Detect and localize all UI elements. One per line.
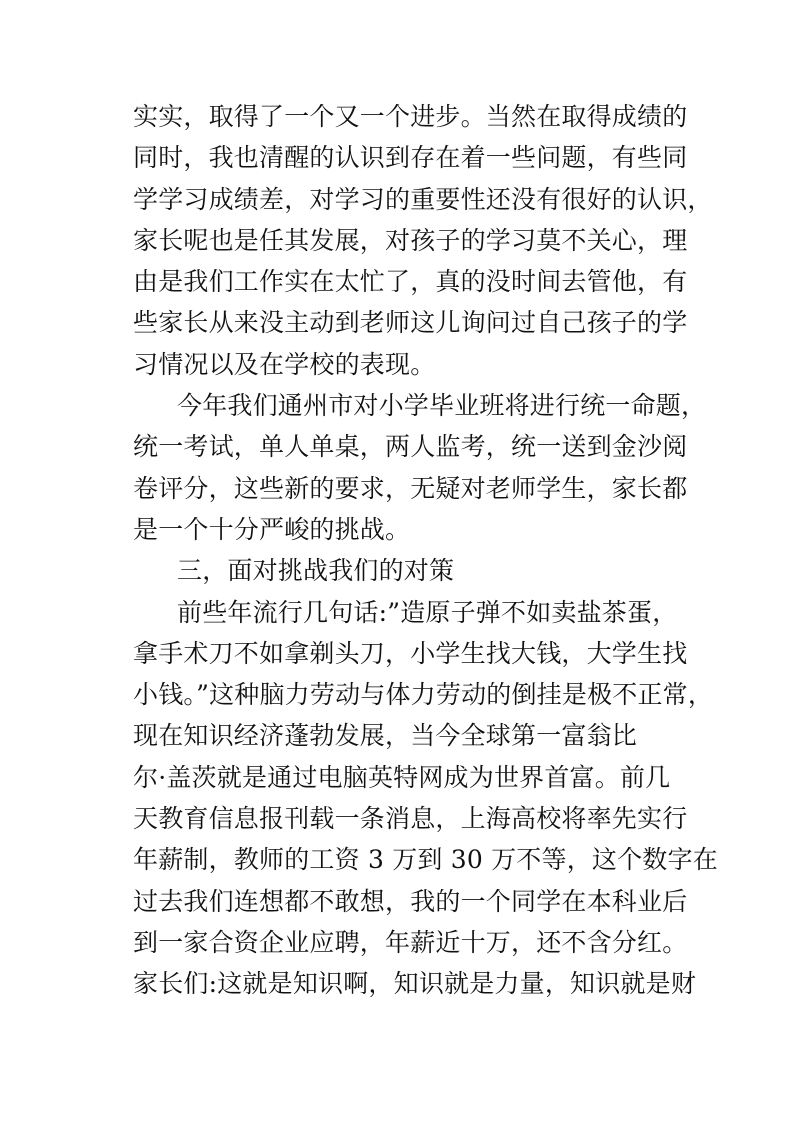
paragraph-first-line: 前些年流行几句话:”造原子弹不如卖盐茶蛋， xyxy=(177,597,678,627)
text-line: 现在知识经济蓬勃发展，当今全球第一富翁比 xyxy=(133,721,638,751)
text-line: 过去我们连想都不敢想，我的一个同学在本科业后 xyxy=(133,886,688,916)
text-line: 拿手术刀不如拿剃头刀，小学生找大钱，大学生找 xyxy=(133,638,688,668)
text-line: 小钱。”这种脑力劳动与体力劳动的倒挂是极不正常， xyxy=(133,680,714,710)
text-line: 习情况以及在学校的表现。 xyxy=(133,349,436,379)
body-text xyxy=(133,96,718,1005)
text-line: 些家长从来没主动到老师这儿询问过自己孩子的学 xyxy=(133,308,688,338)
text-line: 是一个十分严峻的挑战。 xyxy=(133,514,411,544)
text-line: 同时，我也清醒的认识到存在着一些问题，有些同 xyxy=(133,143,688,173)
paragraph-first-line: 今年我们通州市对小学毕业班将进行统一命题， xyxy=(177,391,707,421)
text-line: 天教育信息报刊载一条消息，上海高校将率先实行 xyxy=(133,804,688,834)
text-line: 到一家合资企业应聘，年薪近十万，还不含分红。 xyxy=(133,927,688,957)
text-line: 由是我们工作实在太忙了，真的没时间去管他，有 xyxy=(133,267,688,297)
text-line: 尔·盖茨就是通过电脑英特网成为世界首富。前几 xyxy=(133,762,671,792)
text-line: 卷评分，这些新的要求，无疑对老师学生，家长都 xyxy=(133,473,688,503)
text-line: 统一考试，单人单桌，两人监考，统一送到金沙阅 xyxy=(133,432,688,462)
text-line: 家长呢也是任其发展，对孩子的学习莫不关心，理 xyxy=(133,225,688,255)
text-line: 家长们:这就是知识啊，知识就是力量，知识就是财 xyxy=(133,969,697,999)
text-line: 实实，取得了一个又一个进步。当然在取得成绩的 xyxy=(133,102,688,131)
text-line: 学学习成绩差，对学习的重要性还没有很好的认识， xyxy=(133,184,713,214)
section-heading: 三，面对挑战我们的对策 xyxy=(177,556,455,586)
text-line: 年薪制，教师的工资 3 万到 30 万不等，这个数字在 xyxy=(133,845,718,875)
